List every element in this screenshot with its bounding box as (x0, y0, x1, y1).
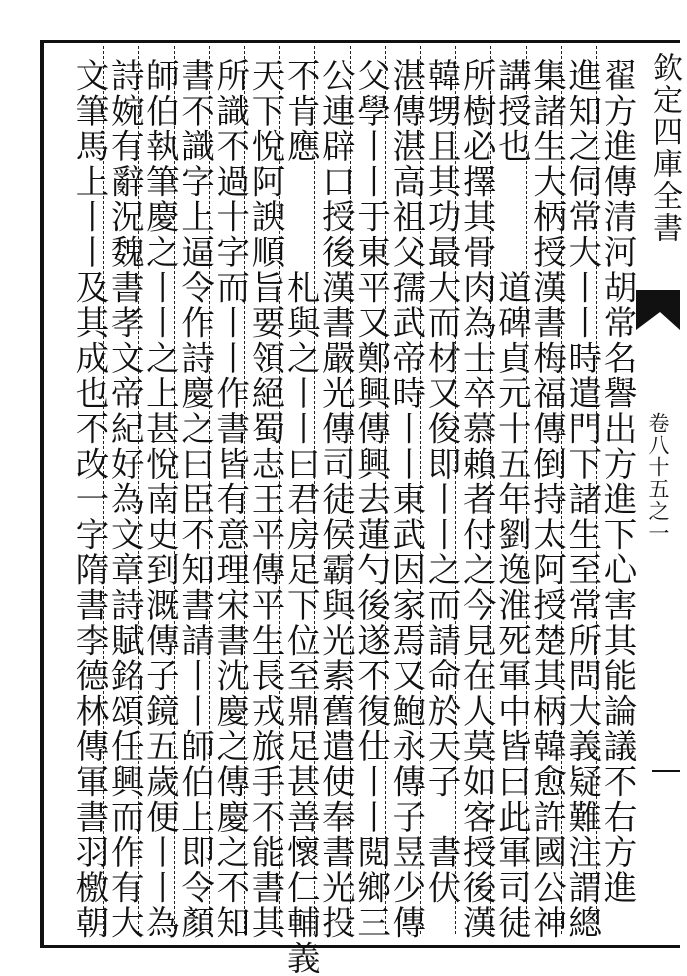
text-column: 詩婉有辭況魏書孝文帝紀好為文章詩賦銘頌任興而作有大 (105, 58, 145, 941)
text-column: 進知之伺常大丨丨時遣門下諸生至常所問大義疑難注謂總 (562, 58, 602, 941)
text-column: 書不識字上逼令作詩慶之曰臣不知書請丨丨師伯上即令顏 (175, 58, 215, 941)
text-column: 湛傳湛高祖父孺武帝時丨丨東武因家焉又鮑永傳子昱少傳 (386, 58, 426, 941)
margin-book-title: 欽定四庫全書 (647, 52, 682, 244)
text-column: 不肯應 札與之丨丨曰君房足下位至鼎足甚善懷仁輔義 (281, 58, 321, 976)
text-column: 天下悅阿諛順旨要領絕蜀志王平傳平生長戎旅手不能書其 (246, 58, 285, 941)
text-column: 師伯執筆慶之丨丨之上甚悅南史到溉傳子鏡五歲便丨丨為 (140, 58, 180, 941)
margin-juan-number: 卷八十五之一 (646, 412, 670, 544)
margin-tick (652, 770, 680, 772)
text-column: 翟方進傳清河胡常名譽出方進下心害其能論議不右方進 (598, 58, 637, 906)
text-column: 講授也 道碑貞元十五年劉逸淮死軍中皆曰此軍司徒 (492, 58, 532, 941)
text-column: 文筆馬上丨丨及其成也不改一字隋書李德林傳軍書羽檄朝 (70, 58, 109, 941)
text-column: 所樹必擇其骨肉為士卒慕賴者付之今見在人莫如客授後漢 (457, 58, 497, 941)
text-column: 所識不過十字而丨丨作書皆有意理宋書沈慶之傳慶之不知 (210, 58, 250, 941)
text-column: 公連辟口授後漢書嚴光傳司徒侯霸與光素舊遣使奉書光投 (316, 58, 356, 941)
fish-tail-mark (636, 290, 680, 330)
text-column: 父學丨丨于東平又鄭興傳興去蓮勺後遂不復仕丨丨閲鄉三 (351, 58, 391, 941)
text-column: 集諸生大柄授漢書梅福傳倒持太阿授楚其柄韓愈許國公神 (527, 58, 567, 941)
text-column: 韓甥且其功最大而材又俊即丨丨之而請命於天子 書伏 (422, 58, 461, 906)
